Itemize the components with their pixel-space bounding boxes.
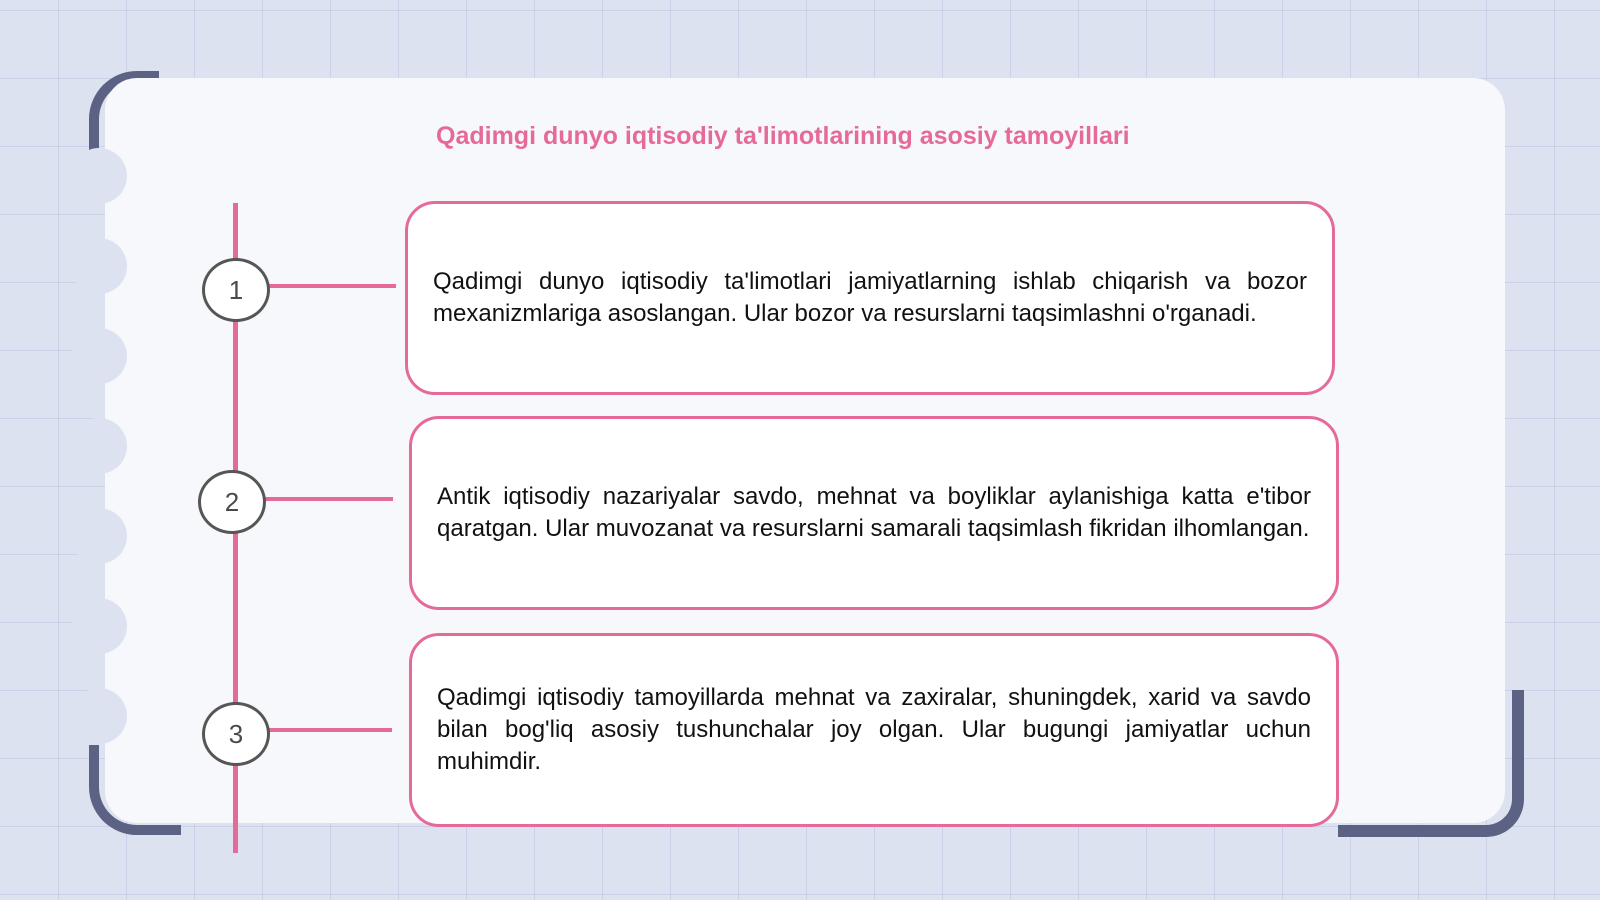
card-scallop: [71, 418, 127, 474]
card-scallop: [71, 688, 127, 744]
card-scallop: [71, 148, 127, 204]
step-3-connector: [266, 728, 392, 732]
step-3-text: Qadimgi iqtisodiy tamoyillarda mehnat va zaxiralar, shuningdek, xarid va savdo bilan bog'liq asosiy tushunchalar joy olgan. Ular bugungi jamiyatlar uchun muhimdir.: [437, 684, 1311, 775]
card-scallop: [71, 238, 127, 294]
step-1-connector: [266, 284, 396, 288]
step-3-number: 3: [202, 702, 270, 766]
step-2-connector: [263, 497, 393, 501]
card-scallop: [71, 598, 127, 654]
card-scallop: [71, 328, 127, 384]
slide-title: Qadimgi dunyo iqtisodiy ta'limotlarining asosiy tamoyillari: [436, 122, 1130, 150]
step-2-text: Antik iqtisodiy nazariyalar savdo, mehnat va boyliklar aylanishiga katta e'tibor qaratgan. Ular muvozanat va resurslarni samarali taqsimlash fikridan ilhomlangan.: [437, 483, 1311, 542]
step-2-number: 2: [198, 470, 266, 534]
step-1-number: 1: [202, 258, 270, 322]
step-3-box: [409, 633, 1339, 827]
card-scallop: [71, 508, 127, 564]
step-1-text: Qadimgi dunyo iqtisodiy ta'limotlari jamiyatlarning ishlab chiqarish va bozor mexanizmlariga asoslangan. Ular bozor va resurslarni taqsimlashni o'rganadi.: [433, 268, 1307, 327]
step-1-box: [405, 201, 1335, 395]
step-2-box: [409, 416, 1339, 610]
